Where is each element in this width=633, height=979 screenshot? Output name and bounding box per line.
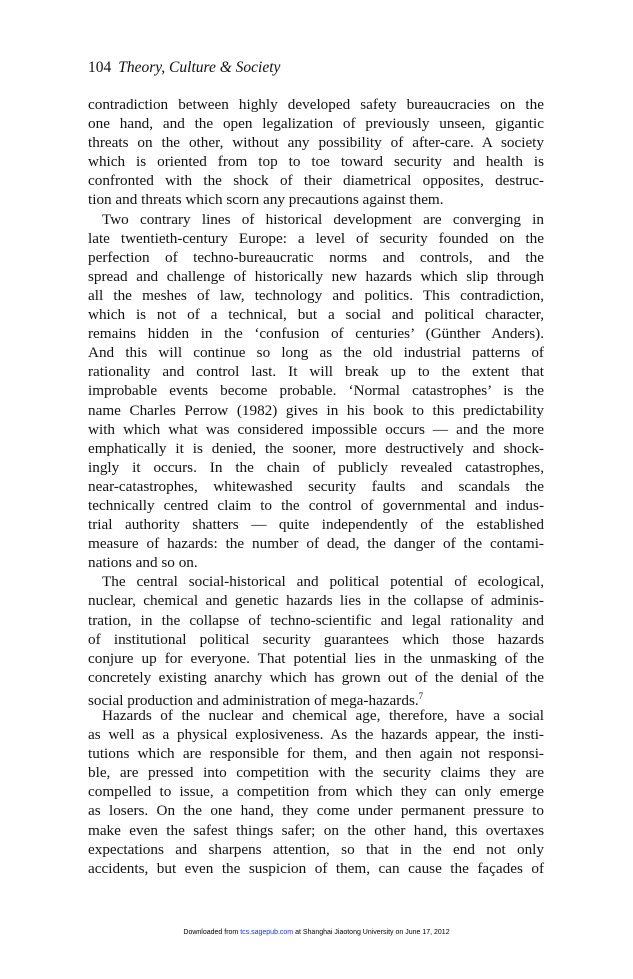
line-text: accidents, but even the suspicion of them, can cause the façades of [88,859,544,877]
line-text: late twentieth-century Europe: a level of security founded on the [88,229,544,247]
line-text: as well as a physical explosiveness. As the hazards appear, the insti- [88,726,544,744]
line-text: nuclear, chemical and genetic hazards lies in the collapse of adminis- [88,592,544,610]
line-text: ingly it occurs. In the chain of publicly revealed catastrophes, [88,458,544,476]
text-line [88,515,544,534]
text-line [88,477,544,496]
text-line [88,725,544,744]
line-text: concretely existing anarchy which has grown out of the denial of the [88,668,544,686]
line-text: Hazards of the nuclear and chemical age, therefore, have a social [102,707,544,724]
line-text: with which what was considered impossible occurs — and the more [88,420,544,438]
text-line [88,152,544,171]
text-line [88,439,544,458]
text-line [88,114,544,133]
line-text: contradiction between highly developed safety bureaucracies on the [88,96,544,113]
text-line [88,630,544,649]
line-text: rationality and control last. It will break up to the extent that [88,363,544,381]
text-line [88,229,544,248]
line-text: confronted with the shock of their diametrical opposites, destruc- [88,172,544,190]
line-text: perfection of techno-bureaucratic norms and controls, and the [88,248,544,266]
footer-link[interactable]: tcs.sagepub.com [240,929,294,936]
text-line [88,267,544,286]
text-line [88,611,544,630]
body-text [88,95,544,878]
line-text: measure of hazards: the number of dead, the danger of the contami- [88,535,544,553]
running-head [88,59,280,77]
text-line [88,553,544,572]
line-text: compelled to issue, a competition from which they can only emerge [88,783,544,801]
line-text: tration, in the collapse of techno-scientific and legal rationality and [88,611,544,629]
line-text: nations and so on. [88,554,198,572]
line-text: make even the safest things safer; on the other hand, this overtaxes [88,821,544,839]
line-text: one hand, and the open legalization of previously unseen, gigantic [88,115,544,133]
journal-title: Theory, Culture & Society [118,59,281,76]
text-line [88,821,544,840]
text-line [88,401,544,420]
text-line [88,286,544,305]
text-line [88,190,544,209]
line-text: emphatically it is denied, the sooner, more destructively and shock- [88,439,544,457]
line-text: all the meshes of law, technology and politics. This contradiction, [88,286,544,304]
text-line [88,305,544,324]
line-text: conjure up for everyone. That potential lies in the unmasking of the [88,649,544,667]
line-text: Two contrary lines of historical development are converging in [102,210,544,228]
line-text: near-catastrophes, whitewashed security faults and scandals the [88,477,544,495]
text-line [88,687,544,709]
line-text: which is oriented from top to toe toward security and health is [88,153,544,171]
line-text: expectations and sharpens attention, so that in the end not only [88,840,544,858]
line-text: And this will continue so long as the old industrial patterns of [88,344,544,362]
line-text: threats on the other, without any possibility of after-care. A society [88,134,544,152]
text-line [88,381,544,400]
line-text: technically centred claim to the control of governmental and indus- [88,496,544,514]
text-line [88,248,544,267]
text-line [88,782,544,801]
text-line [88,324,544,343]
text-line [88,343,544,362]
line-text: trial authority shatters — quite independently of the established [88,516,544,534]
text-line [88,763,544,782]
text-line [88,496,544,515]
page-number: 104 [88,59,112,76]
text-line [88,458,544,477]
text-line [88,534,544,553]
text-line [88,572,544,591]
line-text: tutions which are responsible for them, and then again not responsi- [88,745,544,763]
text-line [88,840,544,859]
text-line [88,591,544,610]
footer-suffix: at Shanghai Jiaotong University on June 17, 2012 [293,929,450,936]
line-text: remains hidden in the ‘confusion of centuries’ (Günther Anders). [88,325,544,343]
line-text: ble, are pressed into competition with the security claims they are [88,764,544,782]
text-line [88,362,544,381]
line-text: spread and challenge of historically new hazards which slip through [88,267,544,285]
line-text: of institutional political security guarantees which those hazards [88,630,544,648]
text-line [88,706,544,725]
text-line [88,171,544,190]
text-line [88,133,544,152]
text-line [88,649,544,668]
line-text: as losers. On the one hand, they come under permanent pressure to [88,802,544,820]
text-line [88,801,544,820]
text-line [88,668,544,687]
line-text: name Charles Perrow (1982) gives in his book to this predictability [88,401,544,419]
text-line [88,420,544,439]
text-line [88,744,544,763]
line-text: tion and threats which scorn any precautions against them. [88,191,444,209]
line-text: improbable events become probable. ‘Normal catastrophes’ is the [88,382,544,400]
text-line [88,95,544,114]
text-line [88,859,544,878]
footnote-ref[interactable]: 7 [418,690,424,701]
line-text: which is not of a technical, but a social and political character, [88,306,544,324]
line-text: The central social-historical and political potential of ecological, [102,573,544,591]
download-footer [0,928,633,937]
footer-prefix: Downloaded from [183,929,241,936]
text-line [88,210,544,229]
line-text: social production and administration of mega-hazards. [88,691,419,709]
